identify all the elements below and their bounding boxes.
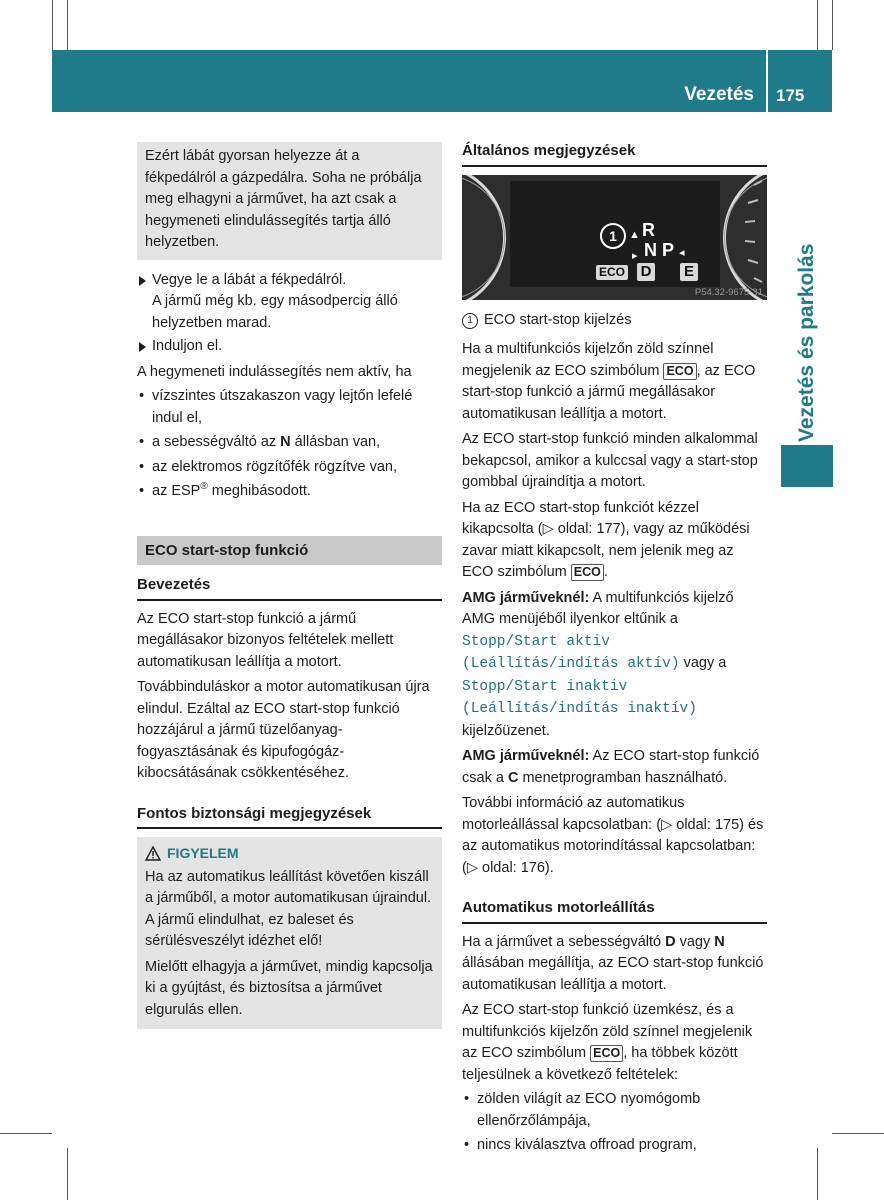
step-item	[137, 336, 442, 358]
step-text: Vegye le a lábát a fékpedálról.	[152, 271, 347, 288]
step-item	[137, 270, 442, 335]
crop-mark	[0, 1133, 52, 1134]
shift-left-icon: ▸	[632, 249, 638, 262]
list-item: • a sebességváltó az N állásban van,	[137, 432, 442, 454]
page-number: 175	[776, 86, 805, 105]
gear-indicator-p: P	[662, 239, 675, 260]
crop-mark	[832, 0, 833, 50]
display-message: Stopp/Start aktiv (Leállítás/indítás aktív)	[462, 633, 680, 672]
crop-mark	[817, 1148, 818, 1200]
list-item: • nincs kiválasztva offroad program,	[462, 1135, 767, 1157]
right-column	[462, 140, 767, 1157]
paragraph: Az ECO start-stop funkció a jármű megállásakor bizonyos feltételek mellett automatikusan leállítja a motort.	[137, 610, 394, 670]
warning-triangle-icon	[145, 846, 161, 861]
section-title: Vezetés	[684, 84, 754, 105]
eco-symbol: ECO	[663, 363, 696, 380]
subsection-heading: Automatikus motorleállítás	[462, 897, 767, 924]
inactive-intro: A hegymeneti indulássegítés nem aktív, ha	[137, 363, 412, 380]
intro-note: Ezért lábát gyorsan helyezze át a fékpedálról a gázpedálra. Soha ne próbálja meg elhagyni a járművet, ha azt csak a hegymeneti elindulássegítés tartja álló helyzetben.	[137, 142, 442, 260]
list-item: • vízszintes útszakaszon vagy lejtőn lefelé indul el,	[137, 386, 442, 429]
left-column	[137, 142, 442, 1029]
legend-text: ECO start-stop kijelzés	[484, 311, 632, 328]
paragraph: Továbbinduláskor a motor automatikusan újra elindul. Ezáltal az ECO start-stop funkció hozzájárul a jármű tüzelőanyag-fogyasztásának és kipufogógáz-kibocsátásának csökkentéséhez.	[137, 679, 430, 781]
page-reference[interactable]: ▷ oldal: 177	[542, 521, 621, 537]
chapter-tab	[781, 112, 833, 487]
warning-box	[137, 837, 442, 1029]
crop-mark	[832, 1133, 884, 1134]
gear-indicator-n: N	[644, 239, 657, 260]
drive-mode-e: E	[680, 263, 698, 281]
paragraph: Ha az ECO start-stop funkciót kézzel kikapcsolta (▷ oldal: 177), vagy az működési zavar miatt kikapcsolt, nem jelenik meg az ECO szimbólum ECO .	[462, 499, 750, 580]
paragraph: Az ECO start-stop funkció üzemkész, és a multifunkciós kijelzőn zöld színnel megjelenik az ECO szimbólum ECO , ha többek között teljesülnek a következő feltételek:	[462, 1002, 753, 1083]
subsection-heading: Fontos biztonsági megjegyzések	[137, 803, 442, 830]
page-reference[interactable]: ▷ oldal: 176	[466, 859, 545, 876]
header-divider	[766, 50, 768, 112]
crop-mark	[817, 0, 818, 50]
page-header	[52, 50, 832, 112]
paragraph: AMG járműveknél: A multifunkciós kijelző AMG menüjéből ilyenkor eltűnik a Stopp/Start aktiv (Leállítás/indítás aktív) vagy a Stopp/Start inaktiv (Leállítás/indítás inaktív) kijelzőüzenet.	[462, 589, 734, 739]
eco-symbol: ECO	[571, 564, 604, 581]
section-heading: ECO start-stop funkció	[137, 536, 442, 566]
crop-mark	[67, 1148, 68, 1200]
instrument-cluster-figure	[462, 175, 767, 300]
eco-indicator: ECO	[596, 265, 628, 280]
chapter-tab-marker	[781, 445, 833, 487]
eco-symbol: ECO	[590, 1045, 623, 1062]
step-text: Induljon el.	[152, 338, 223, 354]
paragraph: AMG járműveknél: Az ECO start-stop funkció csak a C menetprogramban használható.	[462, 748, 760, 786]
paragraph: Ha a járművet a sebességváltó D vagy N állásában megállítja, az ECO start-stop funkció automatikusan leállítja a motort.	[462, 933, 764, 993]
gear-indicator-r: R	[642, 219, 655, 240]
shift-right-icon: ◂	[679, 246, 685, 259]
subsection-heading: Bevezetés	[137, 574, 442, 601]
gear-display-d: D	[637, 263, 655, 281]
warning-title: FIGYELEM	[145, 843, 434, 865]
list-item: • az ESP® meghibásodott.	[137, 481, 442, 503]
paragraph: Az ECO start-stop funkció minden alkalommal bekapcsol, amikor a kulccsal vagy a start-stop gombbal újraindítja a motort.	[462, 431, 758, 490]
list-item: • az elektromos rögzítőfék rögzítve van,	[137, 457, 442, 479]
figure-legend	[462, 310, 767, 332]
display-message: Stopp/Start inaktiv (Leállítás/indítás inaktív)	[462, 678, 697, 717]
step-result: A jármű még kb. egy másodpercig álló helyzetben marad.	[152, 293, 398, 331]
page-reference[interactable]: ▷ oldal: 175	[661, 816, 740, 833]
shift-up-icon: ▲	[629, 228, 640, 241]
crop-mark	[67, 0, 68, 50]
paragraph: További információ az automatikus motorleállással kapcsolatban: (▷ oldal: 175) és az automatikus motorindítással kapcsolatban: (▷ oldal: 176).	[462, 795, 764, 876]
callout-marker: 1	[600, 223, 626, 249]
figure-id: P54.32-9675-31	[694, 286, 763, 298]
subsection-heading: Általános megjegyzések	[462, 140, 767, 167]
crop-mark	[52, 0, 53, 50]
list-item: • zölden világít az ECO nyomógomb ellenőrzőlámpája,	[462, 1089, 767, 1132]
legend-number: 1	[462, 313, 478, 329]
paragraph: Ha a multifunkciós kijelzőn zöld színnel megjelenik az ECO szimbólum ECO , az ECO start-stop funkció a jármű megállásakor automatikusan leállítja a motort.	[462, 341, 756, 422]
warning-text: Ha az automatikus leállítást követően kiszáll a járműből, a motor automatikusan újraindul. A jármű elindulhat, ez baleset és sérülésveszélyt idézhet elő!	[145, 868, 432, 949]
chapter-tab-label: Vezetés és parkolás	[795, 243, 818, 442]
warning-text: Mielőtt elhagyja a járművet, mindig kapcsolja ki a gyújtást, és biztosítsa a járművet elgurulás ellen.	[145, 958, 433, 1018]
